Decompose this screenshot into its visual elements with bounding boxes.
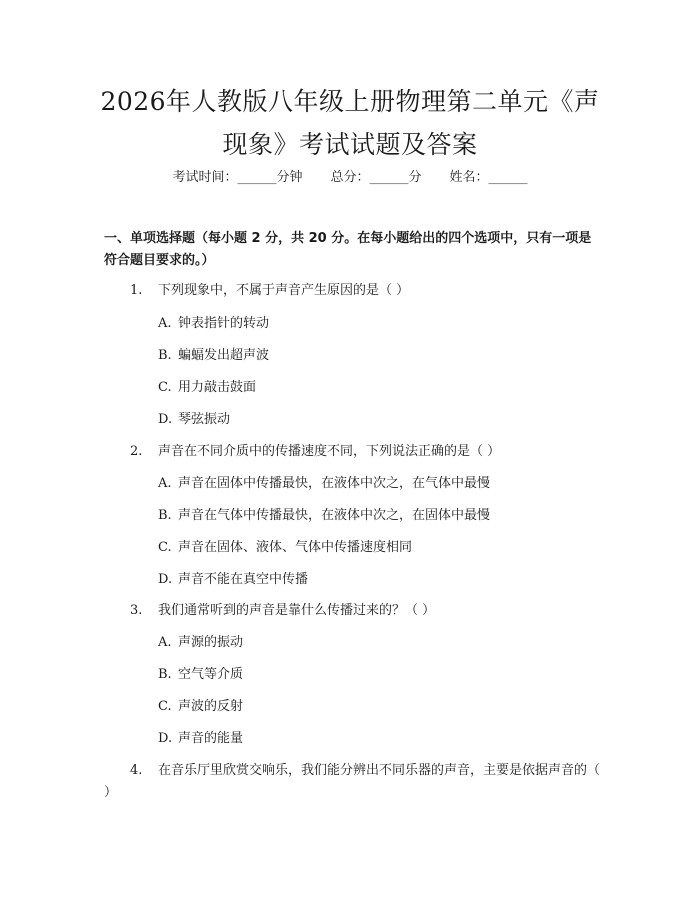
option-text: 声波的反射 [178, 699, 244, 714]
option-letter: D. [158, 572, 173, 587]
question-2-option-c [158, 538, 412, 558]
option-text: 声音的能量 [178, 731, 244, 746]
option-letter: D. [158, 731, 173, 746]
exam-info-line [0, 168, 700, 188]
option-text: 声源的振动 [178, 635, 244, 650]
option-letter: A. [158, 476, 172, 491]
option-letter: B. [158, 667, 172, 682]
option-letter: A. [158, 316, 172, 331]
question-2 [130, 442, 500, 462]
exam-time-blank: ______ [237, 170, 277, 185]
question-1-option-b [158, 346, 269, 366]
total-score-unit: 分 [408, 170, 422, 185]
student-name-blank: ______ [488, 170, 528, 185]
exam-time-unit: 分钟 [276, 170, 303, 185]
question-3-option-b [158, 665, 243, 685]
option-letter: B. [158, 508, 172, 523]
option-letter: B. [158, 348, 172, 363]
option-text: 钟表指针的转动 [178, 316, 270, 331]
question-3-option-d [158, 729, 243, 749]
exam-time-label: 考试时间： [172, 170, 238, 185]
question-3 [130, 601, 435, 621]
question-3-option-a [158, 633, 243, 653]
question-text: 在音乐厅里欣赏交响乐，我们能分辨出不同乐器的声音，主要是依据声音的（ ） [104, 763, 601, 800]
question-1-option-c [158, 378, 256, 398]
option-letter: D. [158, 412, 173, 427]
question-1-option-d [158, 410, 230, 430]
question-4 [104, 760, 604, 804]
question-number: 2. [130, 444, 143, 459]
question-2-option-b [158, 506, 490, 526]
question-1 [130, 281, 409, 301]
option-text: 声音在固体、液体、气体中传播速度相同 [178, 540, 413, 555]
option-text: 用力敲击鼓面 [178, 380, 257, 395]
question-2-option-a [158, 474, 490, 494]
total-score-label: 总分： [330, 170, 370, 185]
option-text: 声音不能在真空中传播 [178, 572, 309, 587]
question-number: 3. [130, 603, 143, 618]
option-letter: C. [158, 540, 172, 555]
option-text: 琴弦振动 [178, 412, 231, 427]
option-text: 声音在气体中传播最快，在液体中次之，在固体中最慢 [178, 508, 491, 523]
option-text: 空气等介质 [178, 667, 244, 682]
question-text: 我们通常听到的声音是靠什么传播过来的？（ ） [158, 603, 436, 618]
document-title: 2026年人教版八年级上册物理第二单元《声现象》考试试题及答案 [100, 87, 600, 159]
option-letter: A. [158, 635, 172, 650]
question-3-option-c [158, 697, 243, 717]
total-score-blank: ______ [369, 170, 409, 185]
question-text: 下列现象中，不属于声音产生原因的是（ ） [158, 283, 410, 298]
question-text: 声音在不同介质中的传播速度不同，下列说法正确的是（ ） [158, 444, 501, 459]
question-number: 4. [130, 763, 143, 778]
question-1-option-a [158, 314, 269, 334]
question-number: 1. [130, 283, 143, 298]
question-2-option-d [158, 570, 308, 590]
option-letter: C. [158, 380, 172, 395]
student-name-label: 姓名： [449, 170, 489, 185]
section-heading: 一、单项选择题（每小题 2 分，共 20 分。在每小题给出的四个选项中，只有一项是符合题目要求的。） [104, 231, 592, 268]
option-text: 蝙蝠发出超声波 [178, 348, 270, 363]
option-letter: C. [158, 699, 172, 714]
option-text: 声音在固体中传播最快，在液体中次之，在气体中最慢 [178, 476, 491, 491]
